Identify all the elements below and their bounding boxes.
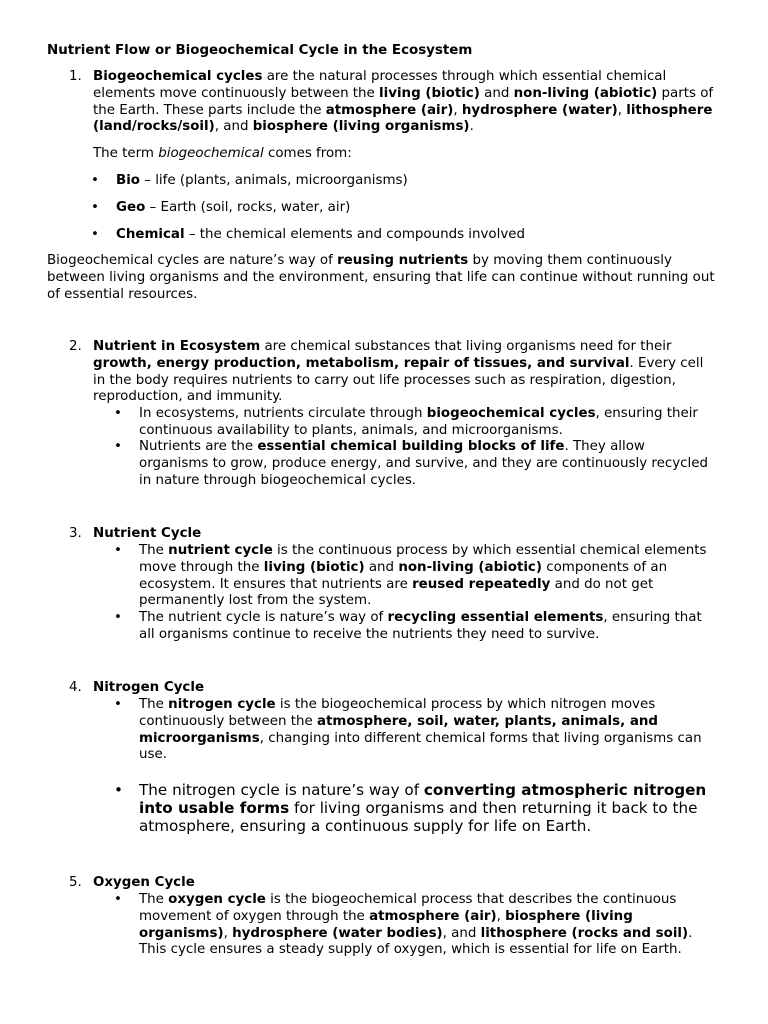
- summary-paragraph: Biogeochemical cycles are nature’s way of reusing nutrients by moving them continuously between living organisms and the environment, ensuring that life can continue without running out of essential resources.: [47, 253, 715, 302]
- list-item: • The nitrogen cycle is nature’s way of converting atmospheric nitrogen into usable forms for living organisms and then returning it back to the atmosphere, ensuring a continuous supply for life on Earth.: [114, 781, 707, 835]
- section-3-heading: 3. Nutrient Cycle: [69, 526, 202, 541]
- list-item: • Chemical – the chemical elements and compounds involved: [91, 227, 526, 242]
- list-item: • The oxygen cycle is the biogeochemical process that describes the continuous movement of oxygen through the atmosphere (air), biosphere (living organisms), hydrosphere (water bodies), and lithosphere (rocks and soil). This cycle ensures a steady supply of oxygen, which is essential for life on Earth.: [114, 892, 693, 958]
- list-item: • In ecosystems, nutrients circulate through biogeochemical cycles, ensuring their continuous availability to plants, animals, and microorganisms.: [114, 406, 698, 438]
- list-item: • Nutrients are the essential chemical building blocks of life. They allow organisms to grow, produce energy, and survive, and they are continuously recycled in nature through biogeochemical cycles.: [114, 439, 708, 488]
- bullet-icon: •: [114, 439, 122, 454]
- list-item: • The nitrogen cycle is the biogeochemical process by which nitrogen moves continuously between the atmosphere, soil, water, plants, animals, and microorganisms, changing into different chemical forms that living organisms can use.: [114, 697, 702, 763]
- list-item: • The nutrient cycle is nature’s way of recycling essential elements, ensuring that all organisms continue to receive the nutrients they need to survive.: [114, 610, 702, 642]
- section-4-heading: 4. Nitrogen Cycle: [69, 680, 205, 695]
- term-origin-line: The term biogeochemical comes from:: [93, 146, 352, 161]
- section-5-heading: 5. Oxygen Cycle: [69, 875, 195, 890]
- list-item: • The nutrient cycle is the continuous process by which essential chemical elements move through the living (biotic) and non-living (abiotic) components of an ecosystem. It ensures that nutrients are reused repeatedly and do not get permanently lost from the system.: [114, 543, 707, 609]
- list-number: 1.: [69, 69, 82, 84]
- bullet-icon: •: [114, 406, 122, 421]
- bullet-icon: •: [114, 697, 122, 712]
- bullet-icon: •: [114, 892, 122, 907]
- section-2: [47, 339, 737, 406]
- section-1-definition: Biogeochemical cycles are the natural processes through which essential chemical elements move continuously between the living (biotic) and non-living (abiotic) parts of the Earth. These parts include the atmosphere (air), hydrosphere (water), lithosphere (land/rocks/soil), and biosphere (living organisms).: [93, 69, 714, 135]
- bullet-icon: •: [91, 173, 99, 188]
- section-1: [47, 69, 737, 136]
- list-item: • Bio – life (plants, animals, microorganisms): [91, 173, 408, 188]
- bullet-icon: •: [114, 543, 122, 558]
- list-item: • Geo – Earth (soil, rocks, water, air): [91, 200, 351, 215]
- page-title: Nutrient Flow or Biogeochemical Cycle in the Ecosystem: [47, 43, 473, 58]
- section-2-definition: Nutrient in Ecosystem are chemical substances that living organisms need for their growth, energy production, metabolism, repair of tissues, and survival. Every cell in the body requires nutrients to carry out life processes such as respiration, digestion, reproduction, and immunity.: [93, 339, 704, 405]
- bullet-icon: •: [91, 227, 99, 242]
- bullet-icon: •: [91, 200, 99, 215]
- bullet-icon: •: [114, 610, 122, 625]
- list-number: 2.: [69, 339, 82, 354]
- bullet-icon: •: [114, 781, 123, 799]
